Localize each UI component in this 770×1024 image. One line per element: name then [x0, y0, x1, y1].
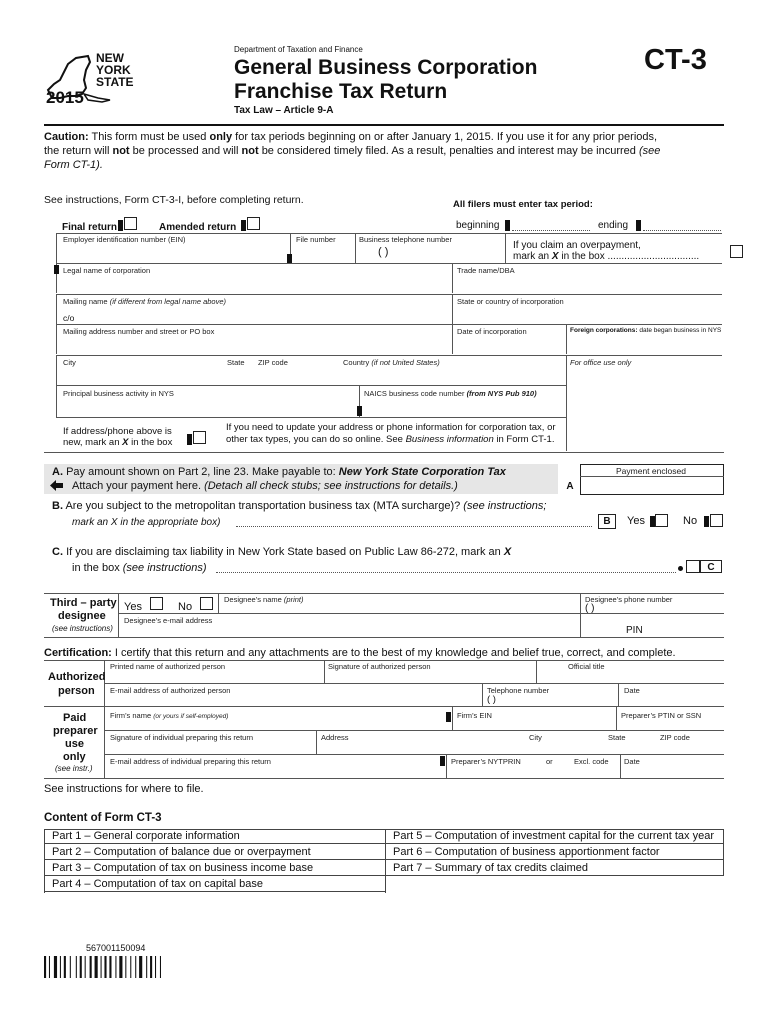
barcode-bar: [119, 956, 122, 978]
see-instructions-text: See instructions, Form CT-3-I, before completing return.: [44, 194, 304, 206]
legal-name-top-line: [56, 263, 722, 264]
content-table: [44, 829, 724, 893]
preparer-mid-line-2: [104, 754, 724, 755]
line-c-checkbox[interactable]: [686, 560, 700, 573]
line-c-text-2: in the box (see instructions): [72, 562, 207, 574]
preparer-note: (see instr.): [55, 764, 93, 773]
certification-statement: Certification: I certify that this return and any attachments are to the best of my knowledge and belief true, correct, and complete.: [44, 647, 676, 659]
overpayment-text-1: If you claim an overpayment,: [513, 240, 641, 251]
authorized-telephone-label: Telephone number: [487, 686, 550, 695]
attach-arrow-icon: [50, 480, 63, 491]
address-change-text-1: If address/phone above is: [63, 426, 172, 437]
payment-enclosed-label: Payment enclosed: [616, 466, 686, 476]
designee-note: (see instructions): [52, 624, 113, 633]
line-b-leader: [236, 526, 592, 527]
overpayment-checkbox[interactable]: [730, 245, 743, 258]
line-c-leader: [216, 572, 676, 573]
form-year: 2015: [46, 88, 84, 107]
nytprin-marker: [440, 756, 445, 766]
authorized-telephone-parens[interactable]: ( ): [487, 694, 496, 705]
line-b-box-label: B: [598, 514, 616, 529]
preparer-state-input[interactable]: [606, 741, 652, 753]
preparer-signature-input[interactable]: [108, 741, 314, 753]
authorized-printed-name-label: Printed name of authorized person: [110, 662, 226, 671]
preparer-mid-line-1: [104, 730, 724, 731]
content-part-7: Part 7 – Summary of tax credits claimed: [386, 861, 724, 876]
logo-text-state: STATE: [96, 75, 134, 89]
content-part-1: Part 1 – General corporate information: [45, 829, 386, 844]
country-label: Country (if not United States): [343, 358, 440, 367]
line-c-text: C. If you are disclaiming tax liability in New York State based on Public Law 86-272, mark an X: [52, 546, 512, 558]
office-use-label: For office use only: [570, 358, 632, 367]
file-number-label: File number: [296, 235, 336, 244]
phone-divider: [505, 233, 506, 263]
zip-input[interactable]: [258, 368, 336, 384]
barcode-bar: [95, 956, 98, 978]
authorized-date-label: Date: [624, 686, 640, 695]
barcode-bar: [54, 956, 57, 978]
authorized-email-input[interactable]: [108, 694, 480, 706]
line-c-bullet: [678, 566, 683, 571]
city-row-top-line: [56, 355, 722, 356]
content-title: Content of Form CT-3: [44, 812, 162, 824]
office-use-left-border: [566, 355, 567, 451]
mailing-name-left-border: [56, 294, 57, 324]
firm-ein-input[interactable]: [456, 719, 616, 729]
authorized-title-2: person: [58, 685, 95, 697]
authorized-printed-name-input[interactable]: [108, 670, 322, 682]
trade-name-input[interactable]: [456, 276, 720, 292]
ptin-divider: [616, 706, 617, 730]
authorized-signature-input[interactable]: [328, 670, 534, 682]
barcode-bar: [150, 956, 152, 978]
naics-marker: [357, 406, 362, 416]
barcode-bar: [115, 956, 116, 978]
care-of-label: c/o: [63, 313, 75, 323]
update-info-text-1: If you need to update your address or phone information for corporation tax, or: [226, 422, 556, 433]
barcode-bar: [60, 956, 61, 978]
line-b-no-label: No: [683, 515, 698, 527]
form-subtitle: Tax Law – Article 9-A: [234, 105, 334, 116]
designee-email-label: Designee’s e-mail address: [124, 616, 213, 625]
state-incorporation-input[interactable]: [456, 306, 720, 322]
preparer-title-2: preparer: [53, 725, 98, 737]
preparer-date-divider: [620, 754, 621, 778]
principal-row-bottom-line: [56, 417, 566, 418]
mailing-address-top-line: [56, 324, 722, 325]
zip-label: ZIP code: [258, 358, 288, 367]
file-number-divider: [355, 233, 356, 263]
mailing-state-divider: [452, 294, 453, 324]
preparer-address-label: Address: [321, 733, 349, 742]
ein-label: Employer identification number (EIN): [63, 235, 186, 244]
principal-row-top-line: [56, 385, 566, 386]
barcode-number: 567001150094: [86, 943, 146, 953]
line-b-mark-text: mark an X in the appropriate box): [72, 517, 221, 528]
designee-title-2: designee: [58, 610, 106, 622]
date-incorporation-input[interactable]: [456, 337, 564, 353]
line-a-box-label: A: [566, 481, 574, 492]
firm-ein-label: Firm’s EIN: [457, 711, 492, 720]
ptin-input[interactable]: [620, 719, 722, 729]
tax-period-label: All filers must enter tax period:: [453, 199, 593, 210]
logo-text-york: YORK: [96, 63, 131, 77]
nytprin-or-label: or: [546, 757, 553, 766]
barcode: [44, 956, 194, 978]
authorized-title-1: Authorized: [48, 671, 106, 683]
designee-no-checkbox[interactable]: [200, 597, 213, 610]
barcode-bar: [146, 956, 147, 978]
barcode-bar: [130, 956, 131, 978]
official-title-input[interactable]: [540, 670, 722, 682]
preparer-signature-label: Signature of individual preparing this return: [110, 733, 254, 742]
overpayment-text-2: mark an X in the box .................................: [513, 251, 700, 262]
address-date-divider: [452, 324, 453, 354]
state-label: State: [227, 358, 245, 367]
form-title-line1: General Business Corporation: [234, 56, 538, 79]
designee-title-divider: [118, 593, 119, 637]
firm-name-label: Firm’s name (or yours if self-employed): [110, 711, 229, 720]
designee-yes-no-divider: [218, 593, 219, 613]
mailing-name-top-line: [56, 294, 722, 295]
preparer-title-divider: [104, 706, 105, 778]
preparer-date-input[interactable]: [624, 765, 722, 777]
state-incorporation-label: State or country of incorporation: [457, 297, 564, 306]
preparer-title-1: Paid: [63, 712, 87, 724]
mailing-address-left-border: [56, 324, 57, 354]
designee-email-input[interactable]: [122, 624, 578, 636]
authorized-title-field-divider: [536, 660, 537, 683]
phone-label: Business telephone number: [359, 235, 452, 244]
foreign-corporations-label: Foreign corporations: date began business in NYS: [570, 327, 722, 334]
barcode-bar: [109, 956, 111, 978]
address-change-marker: [187, 434, 192, 445]
designee-pin-label: PIN: [626, 625, 643, 636]
authorized-date-divider: [618, 683, 619, 706]
naics-label: NAICS business code number (from NYS Pub 910): [364, 389, 537, 398]
barcode-bar: [139, 956, 142, 978]
ein-left-border: [56, 233, 57, 263]
city-label: City: [63, 358, 76, 367]
authorized-phone-divider: [482, 683, 483, 706]
barcode-bar: [101, 956, 102, 978]
designee-name-input[interactable]: [222, 603, 578, 613]
amended-return-marker: [241, 220, 246, 231]
barcode-bar: [155, 956, 156, 978]
legal-name-input[interactable]: [60, 276, 450, 292]
designee-title-1: Third – party: [50, 597, 117, 609]
form-title-line2: Franchise Tax Return: [234, 80, 448, 103]
line-b-no-marker: [704, 516, 709, 527]
barcode-bar: [104, 956, 106, 978]
designee-phone-divider: [580, 593, 581, 637]
payment-enclosed-divider: [580, 476, 724, 477]
barcode-bar: [160, 956, 161, 978]
authorized-signature-label: Signature of authorized person: [328, 662, 431, 671]
designee-bottom-line: [44, 637, 724, 638]
date-foreign-divider: [566, 324, 567, 354]
state-input[interactable]: [226, 368, 254, 384]
authorized-signature-divider: [324, 660, 325, 683]
authorized-bottom-line: [44, 706, 724, 707]
designee-top-line: [44, 593, 724, 594]
ending-marker: [636, 220, 641, 231]
mailing-name-label: Mailing name (if different from legal name above): [63, 297, 227, 306]
principal-left-border: [56, 385, 57, 417]
nytprin-input[interactable]: [450, 765, 618, 777]
designee-no-label: No: [178, 601, 193, 613]
barcode-bar: [64, 956, 66, 978]
city-row-left-border: [56, 355, 57, 385]
phone-parens[interactable]: ( ): [378, 246, 389, 258]
header-divider: [44, 124, 724, 126]
ptin-label: Preparer’s PTIN or SSN: [621, 711, 702, 720]
principal-activity-label: Principal business activity in NYS: [63, 389, 174, 398]
preparer-title-3: use: [65, 738, 84, 750]
beginning-field[interactable]: [512, 230, 590, 231]
preparer-email-input[interactable]: [108, 765, 438, 777]
line-b-yes-checkbox[interactable]: [655, 514, 668, 527]
logo-text-new: NEW: [96, 51, 124, 65]
excl-code-label: Excl. code: [574, 757, 609, 766]
ein-input[interactable]: [60, 244, 288, 262]
address-change-text-2: new, mark an X in the box: [63, 437, 173, 448]
designee-yes-checkbox[interactable]: [150, 597, 163, 610]
content-part-4: Part 4 – Computation of tax on capital base: [45, 877, 386, 892]
authorized-email-label: E-mail address of authorized person: [110, 686, 231, 695]
filing-section-bottom-line: [44, 452, 724, 453]
foreign-date-input[interactable]: [570, 337, 720, 353]
beginning-marker: [505, 220, 510, 231]
barcode-bar: [85, 956, 86, 978]
naics-input[interactable]: [364, 398, 564, 416]
line-b-no-checkbox[interactable]: [710, 514, 723, 527]
department-name: Department of Taxation and Finance: [234, 45, 363, 54]
final-return-marker: [118, 220, 123, 231]
file-number-input[interactable]: [294, 244, 352, 262]
line-a-text: A. Pay amount shown on Part 2, line 23. Make payable to: New York State Corporation Tax: [52, 466, 506, 478]
preparer-email-label: E-mail address of individual preparing this return: [110, 757, 271, 766]
final-return-checkbox[interactable]: [124, 217, 137, 230]
authorized-top-line: [44, 660, 724, 661]
content-part-2: Part 2 – Computation of balance due or overpayment: [45, 845, 386, 860]
barcode-bar: [80, 956, 82, 978]
ending-label: ending: [598, 220, 629, 231]
preparer-address-divider: [316, 730, 317, 754]
address-change-checkbox[interactable]: [193, 431, 206, 444]
preparer-zip-input[interactable]: [658, 741, 722, 753]
country-input[interactable]: [342, 368, 564, 384]
caution-paragraph: Caution: This form must be used only for tax periods beginning on or after January 1, 2015. If you use it for any prior periods, the return will not be processed and will not be considered timely filed. As a result, penalties and interest may be incurred (see Form CT-1).: [44, 131, 661, 171]
form-id: CT-3: [644, 44, 707, 76]
preparer-title-4: only: [63, 751, 86, 763]
line-c-box-label: C: [700, 560, 722, 573]
barcode-bar: [76, 956, 77, 978]
authorized-mid-line: [104, 683, 724, 684]
nytprin-divider: [446, 754, 447, 778]
designee-name-label: Designee’s name (print): [224, 595, 304, 604]
mailing-name-input[interactable]: [60, 306, 450, 322]
authorized-date-input[interactable]: [622, 694, 722, 706]
line-a-attach-text: Attach your payment here. (Detach all check stubs; see instructions for details.): [72, 480, 458, 492]
preparer-state-label: State: [608, 733, 626, 742]
where-to-file-text: See instructions for where to file.: [44, 783, 204, 795]
firm-ein-divider: [452, 706, 453, 730]
preparer-date-label: Date: [624, 757, 640, 766]
city-input[interactable]: [60, 368, 220, 384]
date-incorporation-label: Date of incorporation: [457, 327, 527, 336]
line-b-yes-label: Yes: [627, 515, 645, 527]
ein-row-top-line: [56, 233, 722, 234]
barcode-bar: [90, 956, 92, 978]
preparer-bottom-line: [44, 778, 724, 779]
firm-name-input[interactable]: [108, 719, 448, 729]
preparer-zip-label: ZIP code: [660, 733, 690, 742]
barcode-bar: [49, 956, 50, 978]
principal-activity-input[interactable]: [60, 398, 350, 416]
preparer-city-input[interactable]: [526, 741, 602, 753]
amended-return-checkbox[interactable]: [247, 217, 260, 230]
final-return-label: Final return: [62, 222, 118, 233]
designee-mid-line: [118, 613, 724, 614]
line-b-text: B. Are you subject to the metropolitan transportation business tax (MTA surcharge)? (see instructions;: [52, 500, 547, 512]
amended-return-label: Amended return: [159, 222, 237, 233]
nytprin-label: Preparer’s NYTPRIN: [451, 757, 521, 766]
designee-phone-parens[interactable]: ( ): [585, 603, 595, 614]
barcode-bar: [70, 956, 71, 978]
legal-name-label: Legal name of corporation: [63, 266, 151, 275]
preparer-address-input[interactable]: [320, 741, 520, 753]
designee-yes-label: Yes: [124, 601, 142, 613]
designee-phone-label: Designee’s phone number: [585, 595, 673, 604]
beginning-label: beginning: [456, 220, 500, 231]
official-title-label: Official title: [568, 662, 605, 671]
trade-name-label: Trade name/DBA: [457, 266, 515, 275]
update-info-text-2: other tax types, you can do so online. See Business information in Form CT-1.: [226, 434, 555, 445]
ending-field[interactable]: [643, 230, 721, 231]
content-part-3: Part 3 – Computation of tax on business income base: [45, 861, 386, 876]
barcode-bar: [44, 956, 46, 978]
content-part-5: Part 5 – Computation of investment capital for the current tax year: [386, 829, 724, 844]
legal-trade-divider: [452, 263, 453, 293]
barcode-bar: [135, 956, 136, 978]
legal-name-marker: [54, 265, 59, 274]
mailing-address-label: Mailing address number and street or PO box: [63, 327, 215, 336]
firm-ein-marker: [446, 712, 451, 722]
preparer-city-label: City: [529, 733, 542, 742]
barcode-bar: [125, 956, 126, 978]
mailing-address-input[interactable]: [60, 337, 450, 353]
content-part-6: Part 6 – Computation of business apportionment factor: [386, 845, 724, 860]
